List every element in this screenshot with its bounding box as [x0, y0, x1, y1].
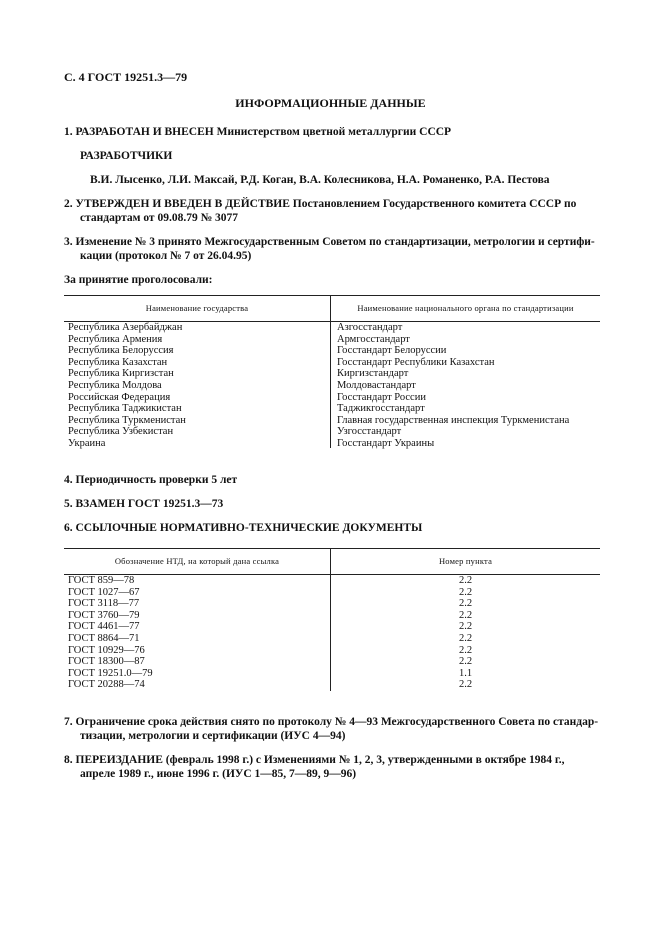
item-3-line-1: 3. Изменение № 3 принято Межгосударственным Советом по стандартизации, метрологии и сертифи-: [64, 236, 595, 248]
item-8-line-2: апреле 1989 г., июне 1996 г. (ИУС 1—85, 7—89, 9—96): [80, 768, 357, 780]
item-6: 6. ССЫЛОЧНЫЕ НОРМАТИВНО-ТЕХНИЧЕСКИЕ ДОКУМЕНТЫ: [64, 522, 423, 534]
ref-table-clause-cell: 2.2: [458, 679, 473, 691]
ref-table-clause-cell: 2.2: [458, 656, 473, 668]
ref-table-document-cell: ГОСТ 4461—77: [68, 621, 140, 633]
developers-label: РАЗРАБОТЧИКИ: [80, 150, 173, 162]
ref-table-clause-cell: 2.2: [458, 586, 473, 598]
vote-table-body-cell: Киргизстандарт: [337, 368, 409, 380]
vote-table-state-cell: Республика Киргизстан: [68, 368, 174, 380]
ref-table-document-cell: ГОСТ 8864—71: [68, 632, 140, 644]
vote-table-header-state: Наименование государства: [145, 303, 249, 313]
ref-table-document-cell: ГОСТ 10929—76: [68, 644, 145, 656]
vote-table-column-divider: [330, 295, 331, 448]
vote-table-states-column: [68, 322, 328, 450]
ref-table-clauses-column: [331, 575, 600, 691]
vote-table-state-cell: Республика Таджикистан: [68, 403, 182, 415]
vote-label: За принятие проголосовали:: [64, 274, 213, 286]
ref-table-document-cell: ГОСТ 3760—79: [68, 609, 140, 621]
ref-table-document-cell: ГОСТ 1027—67: [68, 586, 140, 598]
vote-table-state-cell: Республика Белоруссия: [68, 345, 174, 357]
ref-table-header-clause: Номер пункта: [438, 556, 493, 566]
vote-table-top-rule: [64, 295, 600, 296]
vote-table-body-cell: Азгосстандарт: [337, 322, 403, 333]
ref-table-top-rule: [64, 548, 600, 549]
ref-table-header-document: Обозначение НТД, на который дана ссылка: [114, 556, 280, 566]
ref-table-clause-cell: 2.2: [458, 644, 473, 656]
ref-table-document-cell: ГОСТ 859—78: [68, 575, 135, 586]
vote-table-body-cell: Госстандарт Республики Казахстан: [337, 356, 495, 368]
vote-table-state-cell: Российская Федерация: [68, 391, 171, 403]
developers-list: В.И. Лысенко, Л.И. Максай, Р.Д. Коган, В.А. Колесникова, Н.А. Романенко, Р.А. Пестова: [90, 174, 550, 186]
vote-table-body-cell: Госстандарт Белоруссии: [337, 345, 447, 357]
item-8-line-1: 8. ПЕРЕИЗДАНИЕ (февраль 1998 г.) с Изменениями № 1, 2, 3, утвержденными в октябре 1984 г.,: [64, 754, 565, 766]
vote-table-state-cell: Украина: [68, 437, 106, 449]
ref-table-clause-cell: 2.2: [458, 598, 473, 610]
page-header: С. 4 ГОСТ 19251.3—79: [64, 70, 188, 84]
vote-table-body-cell: Таджикгосстандарт: [337, 403, 425, 415]
vote-table-body-cell: Молдовастандарт: [337, 379, 416, 391]
item-7-line-2: тизации, метрологии и сертификации (ИУС 4—94): [80, 730, 346, 742]
vote-table-body-cell: Главная государственная инспекция Туркменистана: [337, 414, 570, 426]
vote-table-bodies-column: [337, 322, 599, 450]
vote-table-body-cell: Армгосстандарт: [337, 333, 410, 345]
item-5: 5. ВЗАМЕН ГОСТ 19251.3—73: [64, 498, 224, 510]
item-7-line-1: 7. Ограничение срока действия снято по протоколу № 4—93 Межгосударственного Совета по стандар-: [64, 716, 599, 728]
vote-table-header-body: Наименование национального органа по стандартизации: [357, 303, 574, 313]
vote-table-state-cell: Республика Молдова: [68, 379, 162, 391]
vote-table-body-cell: Госстандарт Украины: [337, 437, 435, 449]
item-3-line-2: кации (протокол № 7 от 26.04.95): [80, 250, 252, 262]
ref-table-clause-cell: 1.1: [458, 667, 473, 679]
item-2-line-2: стандартам от 09.08.79 № 3077: [80, 212, 239, 224]
ref-table-document-cell: ГОСТ 18300—87: [68, 656, 145, 668]
ref-table-clause-cell: 2.2: [458, 621, 473, 633]
item-4: 4. Периодичность проверки 5 лет: [64, 474, 238, 486]
vote-table-state-cell: Республика Азербайджан: [68, 322, 183, 333]
ref-table-clause-cell: 2.2: [458, 632, 473, 644]
item-1: 1. РАЗРАБОТАН И ВНЕСЕН Министерством цветной металлургии СССР: [64, 126, 452, 138]
vote-table-body-cell: Узгосстандарт: [337, 426, 402, 438]
vote-table-state-cell: Республика Узбекистан: [68, 426, 174, 438]
vote-table-state-cell: Республика Армения: [68, 333, 163, 345]
ref-table-document-cell: ГОСТ 20288—74: [68, 679, 145, 691]
item-2-line-1: 2. УТВЕРЖДЕН И ВВЕДЕН В ДЕЙСТВИЕ Постановлением Государственного комитета СССР по: [64, 198, 577, 210]
page-title: ИНФОРМАЦИОННЫЕ ДАННЫЕ: [235, 96, 426, 110]
vote-table-body-cell: Госстандарт России: [337, 391, 426, 403]
vote-table-state-cell: Республика Туркменистан: [68, 414, 186, 426]
ref-table-clause-cell: 2.2: [458, 609, 473, 621]
ref-table-documents-column: [68, 575, 328, 691]
ref-table-document-cell: ГОСТ 19251.0—79: [68, 667, 153, 679]
ref-table-document-cell: ГОСТ 3118—77: [68, 598, 140, 610]
ref-table-clause-cell: 2.2: [458, 575, 473, 586]
vote-table-state-cell: Республика Казахстан: [68, 356, 168, 368]
